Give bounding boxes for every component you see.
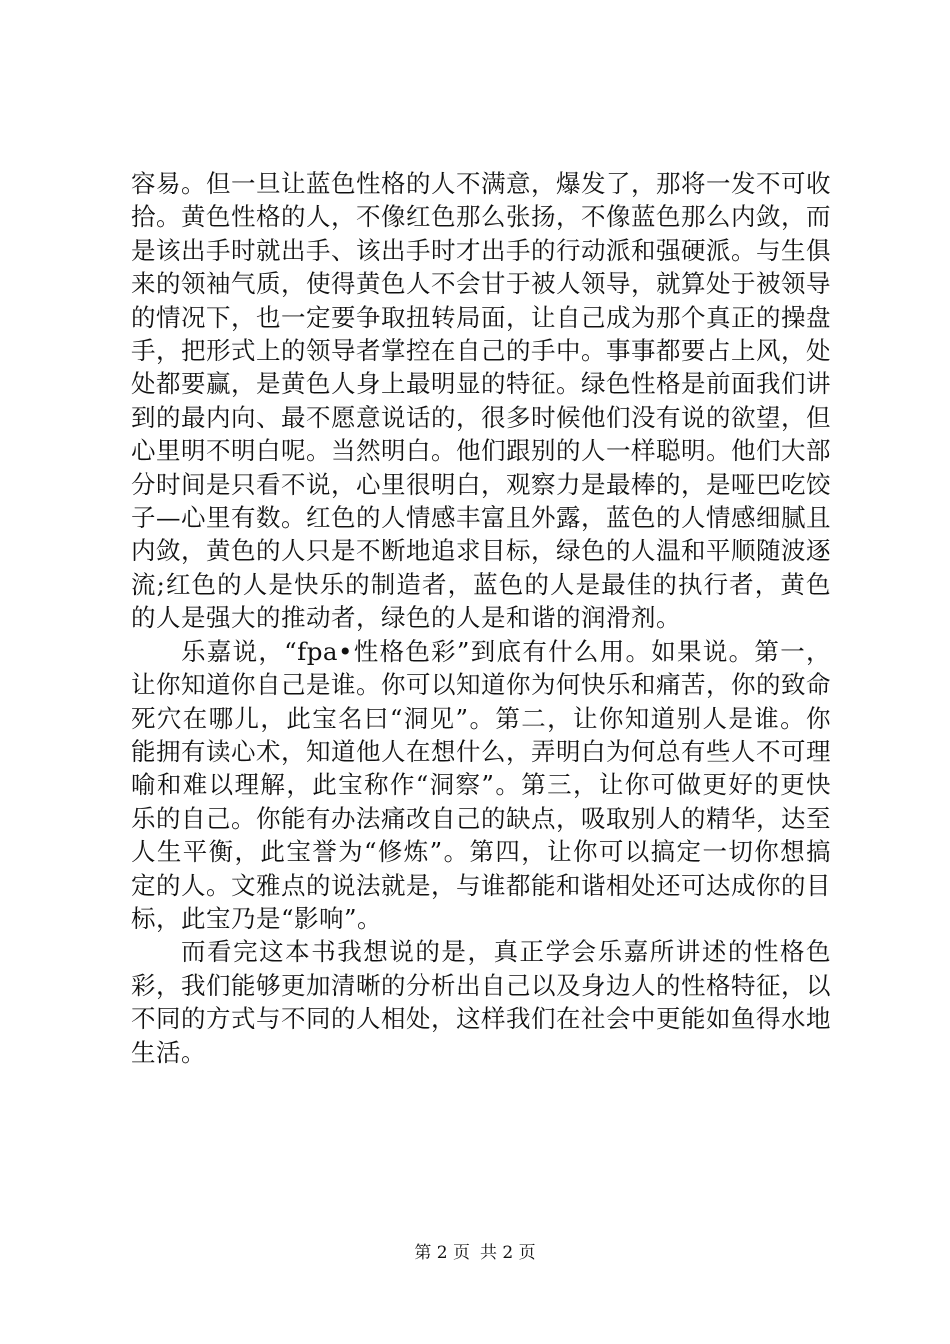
document-body — [131, 167, 831, 1069]
page-footer — [0, 1242, 950, 1264]
paragraph-conclusion: 而看完这本书我想说的是，真正学会乐嘉所讲述的性格色彩，我们能够更加清晰的分析出自己以及身边人的性格特征，以不同的方式与不同的人相处，这样我们在社会中更能如鱼得水地生活。 — [131, 937, 831, 1067]
paragraph-lejia-usage: 乐嘉说，“fpa•性格色彩”到底有什么用。如果说。第一，让你知道你自己是谁。你可以知道你为何快乐和痛苦，你的致命死穴在哪儿，此宝名曰“洞见”。第二，让你知道别人是谁。你能拥有读心术，知道他人在想什么，弄明白为何总有些人不可理喻和难以理解，此宝称作“洞察”。第三，让你可做更好的更快乐的自己。你能有办法痛改自己的缺点，吸取别人的精华，达至人生平衡，此宝誉为“修炼”。第四，让你可以搞定一切你想搞定的人。文雅点的说法就是，与谁都能和谐相处还可达成你的目标，此宝乃是“影响”。 — [131, 636, 831, 933]
paragraph-continued: 容易。但一旦让蓝色性格的人不满意，爆发了，那将一发不可收拾。黄色性格的人，不像红色那么张扬，不像蓝色那么内敛，而是该出手时就出手、该出手时才出手的行动派和强硬派。与生俱来的领袖气质，使得黄色人不会甘于被人领导，就算处于被领导的情况下，也一定要争取扭转局面，让自己成为那个真正的操盘手，把形式上的领导者掌控在自己的手中。事事都要占上风，处处都要赢，是黄色人身上最明显的特征。绿色性格是前面我们讲到的最内向、最不愿意说话的，很多时候他们没有说的欲望，但心里明不明白呢。当然明白。他们跟别的人一样聪明。他们大部分时间是只看不说，心里很明白，观察力是最棒的，是哑巴吃饺子—心里有数。红色的人情感丰富且外露，蓝色的人情感细腻且内敛，黄色的人只是不断地追求目标，绿色的人温和平顺随波逐流;红色的人是快乐的制造者，蓝色的人是最佳的执行者，黄色的人是强大的推动者，绿色的人是和谐的润滑剂。 — [131, 169, 831, 633]
page-number: 第 2 页 — [414, 1243, 470, 1263]
page-total: 共 2 页 — [480, 1243, 536, 1263]
